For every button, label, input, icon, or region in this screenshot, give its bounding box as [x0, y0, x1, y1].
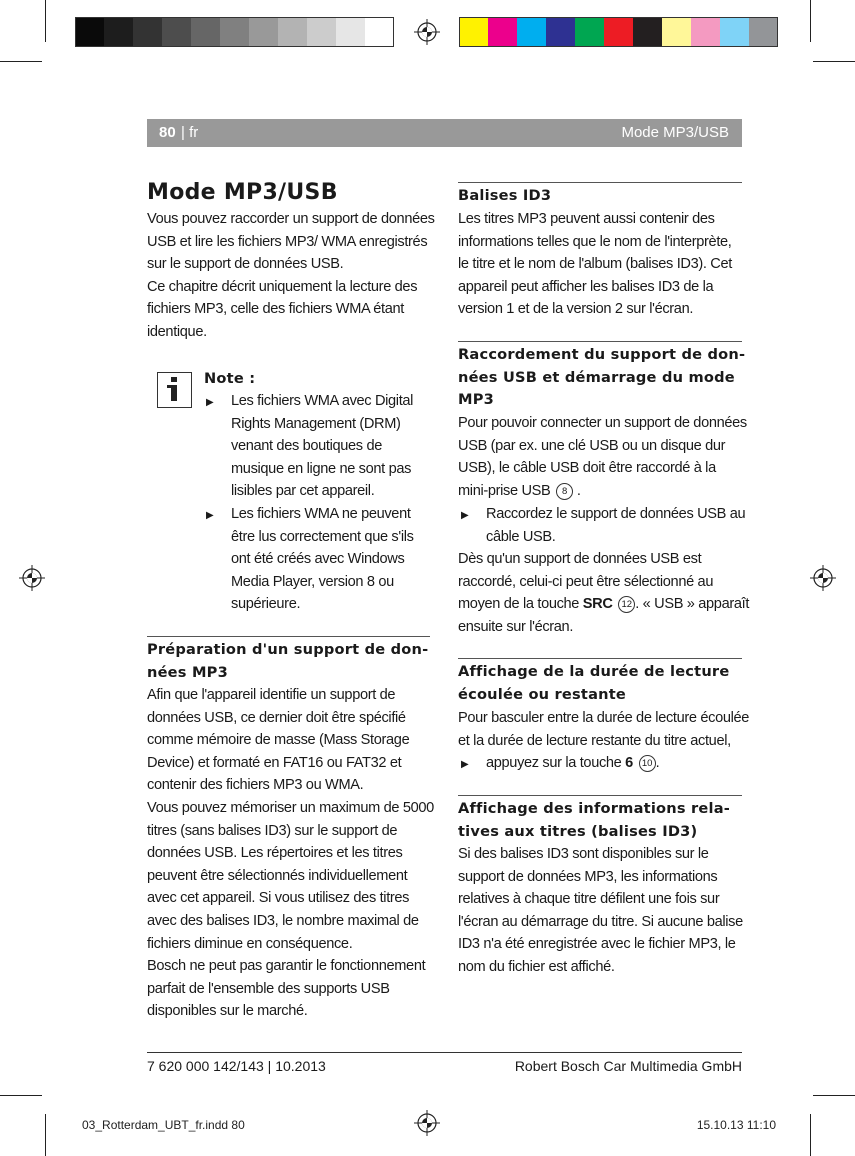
id3-paragraph: Les titres MP3 peuvent aussi contenir des informations telles que le nom de l'interprète, le titre et le nom de l'album (balises ID3). Cet appareil peut afficher les balises ID3 de la version 1 et de la version 2 sur l'écran. — [458, 211, 732, 318]
crop-mark — [0, 1095, 42, 1096]
intro-paragraph: Vous pouvez raccorder un support de données USB et lire les fichiers MP3/ WMA enregistrés sur le support de données USB. Ce chapitre décrit uniquement la lecture des fichiers MP3, celle des fichiers WMA étant identique. — [147, 211, 435, 340]
swatch-frame — [75, 17, 394, 47]
usb-socket-callout: 8 — [556, 483, 573, 500]
id3-heading: Balises ID3 — [458, 187, 552, 204]
crop-mark — [45, 0, 46, 42]
connect-bullet: Raccordez le support de données USB au câble USB. — [486, 506, 746, 545]
bullet-arrow-icon: ▶ — [206, 397, 214, 408]
swatch-frame — [459, 17, 778, 47]
info-heading: Affichage des informations rela- tives aux titres (balises ID3) — [458, 800, 731, 840]
page-header — [147, 119, 742, 147]
crop-mark — [810, 0, 811, 42]
registration-mark-icon — [19, 565, 45, 591]
crop-mark — [813, 1095, 855, 1096]
registration-mark-icon — [810, 565, 836, 591]
time-paragraph: Pour basculer entre la durée de lecture écoulée et la durée de lecture restante du titre actuel, — [458, 710, 750, 749]
crop-mark — [45, 1114, 46, 1156]
connect-paragraph-2: Dès qu'un support de données USB est raccordé, celui-ci peut être sélectionné au moyen de la touche SRC 12 . « USB » apparaît ensuite sur l'écran. — [458, 551, 750, 635]
registration-mark-icon — [414, 1110, 440, 1136]
bullet-arrow-icon: ▶ — [206, 510, 214, 521]
note-bullet-2: Les fichiers WMA ne peuvent être lus correctement que s'ils ont été créés avec Windows Media Player, version 8 ou supérieure. — [231, 506, 414, 613]
crop-mark — [810, 1114, 811, 1156]
info-icon — [157, 372, 192, 408]
slug-datetime: 15.10.13 11:10 — [696, 1118, 776, 1132]
section-divider — [458, 658, 742, 659]
footer-publisher: Robert Bosch Car Multimedia GmbH — [514, 1058, 742, 1074]
time-bullet: appuyez sur la touche 6 10 . — [486, 755, 660, 771]
connect-paragraph: Pour pouvoir connecter un support de données USB (par ex. une clé USB ou un disque dur USB), le câble USB doit être raccordé à la mini-prise USB 8 . — [458, 415, 747, 499]
connect-heading: Raccordement du support de don- nées USB et démarrage du mode MP3 — [458, 346, 746, 409]
page-title: Mode MP3/USB — [147, 180, 338, 205]
section-divider — [458, 341, 742, 342]
section-divider — [147, 636, 430, 637]
language-label: | fr — [181, 124, 199, 141]
section-title: Mode MP3/USB — [621, 124, 729, 141]
section-divider — [458, 182, 742, 183]
info-paragraph: Si des balises ID3 sont disponibles sur le support de données MP3, les informations relatives à chaque titre défilent une fois sur l'écran au démarrage du titre. Si aucune balise ID3 n'a été enregistrée avec le fichier MP3, le nom du fichier est affiché. — [458, 846, 743, 975]
time-heading: Affichage de la durée de lecture écoulée ou restante — [458, 663, 730, 703]
prep-paragraph: Afin que l'appareil identifie un support de données USB, ce dernier doit être spécifié comme mémoire de masse (Mass Storage Device) et formaté en FAT16 ou FAT32 et contenir des fichiers MP3 ou WMA. Vous pouvez mémoriser un maximum de 5000 titres (sans balises ID3) sur le support de données USB. Les répertoires et les titres peuvent être sélectionnés individuellement avec cet appareil. Si vous utilisez des titres avec des balises ID3, le nombre maximal de fichiers diminue en conséquence. Bosch ne peut pas garantir le fonctionnement parfait de l'ensemble des supports USB disponibles sur le marché. — [147, 687, 434, 1020]
page-number: 80 — [159, 124, 176, 141]
key-callout: 10 — [639, 755, 656, 772]
registration-mark-icon — [414, 19, 440, 45]
section-divider — [458, 795, 742, 796]
prep-heading: Préparation d'un support de don- nées MP3 — [147, 641, 429, 681]
bullet-arrow-icon: ▶ — [461, 759, 469, 770]
footer-divider — [147, 1052, 742, 1053]
src-key-callout: 12 — [618, 596, 635, 613]
crop-mark — [813, 61, 855, 62]
crop-mark — [0, 61, 42, 62]
bullet-arrow-icon: ▶ — [461, 510, 469, 521]
note-label: Note : — [204, 370, 256, 387]
slug-filename: 03_Rotterdam_UBT_fr.indd 80 — [82, 1118, 245, 1132]
footer-doc-number: 7 620 000 142/143 | 10.2013 — [147, 1058, 326, 1074]
note-bullet-1: Les fichiers WMA avec Digital Rights Management (DRM) venant des boutiques de musique en ligne ne sont pas lisibles par cet appareil. — [231, 393, 414, 500]
